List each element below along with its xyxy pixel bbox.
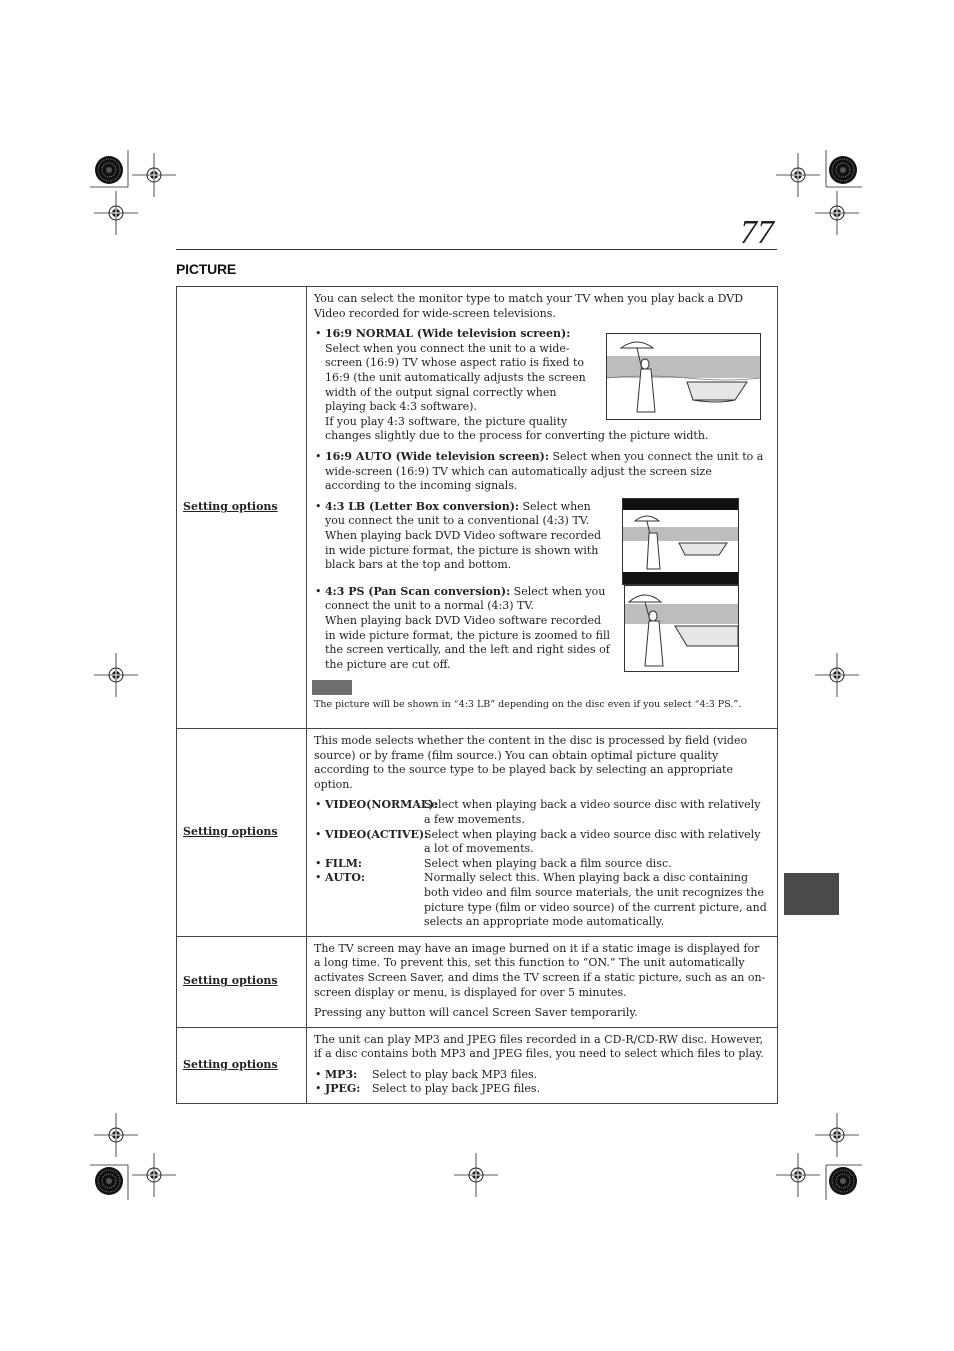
file-type-description <box>307 1027 778 1103</box>
list-item: • 16:9 AUTO (Wide television screen): Select when you connect the unit to a wide-screen (16:9) TV which can automatically adjust the screen size according to the incoming signals. <box>314 450 769 494</box>
header-rule <box>176 249 777 250</box>
table-row <box>177 936 778 1027</box>
note-marker <box>312 680 352 695</box>
table-row <box>177 287 778 729</box>
list-item: • MP3: Select to play back MP3 files. <box>314 1068 769 1083</box>
setting-options-label: Setting options <box>183 1058 278 1072</box>
section-title: PICTURE <box>176 261 237 277</box>
table-row <box>177 1027 778 1103</box>
screen-saver-description: The TV screen may have an image burned on it if a static image is displayed for a long time. To prevent this, set this function to “ON.” The unit automatically activates Screen Saver, and dims the TV screen if a static picture, such as an on-screen display or menu, is displayed for over 5 minutes. Pressing any button will cancel Screen Saver temporarily. <box>307 936 778 1027</box>
list-item: • AUTO: Normally select this. When playing back a disc containing both video and film source materials, the unit recognizes the picture type (film or video source) of the current picture, and selects an appropriate mode automatically. <box>314 871 769 929</box>
page-number: 77 <box>740 214 774 251</box>
list-item: • FILM: Select when playing back a film source disc. <box>314 857 769 872</box>
picture-source-description <box>307 729 778 937</box>
setting-options-label: Setting options <box>183 500 278 514</box>
side-tab-marker <box>784 873 839 915</box>
intro-text: The unit can play MP3 and JPEG files recorded in a CD-R/CD-RW disc. However, if a disc contains both MP3 and JPEG files, you need to select which files to play. <box>314 1032 764 1061</box>
list-item: • 16:9 NORMAL (Wide television screen): Select when you connect the unit to a wide-screen (16:9) TV whose aspect ratio is fixed to 16:9 (the unit automatically adjusts the screen width of the output signal correctly when playing back 4:3 software). If you play 4:3 software, the picture quality changes slightly due to the process for converting the picture width. <box>314 327 769 444</box>
list-item: • 4:3 PS (Pan Scan conversion): Select when you connect the unit to a normal (4:3) TV. When playing back DVD Video software recorded in wide picture format, the picture is zoomed to fill the screen vertically, and the left and right sides of the picture are cut off. <box>314 585 769 673</box>
list-item: • VIDEO(ACTIVE): Select when playing back a video source disc with relatively a lot of movements. <box>314 828 769 857</box>
list-item: • 4:3 LB (Letter Box conversion): Select when you connect the unit to a conventional (4:3) TV. When playing back DVD Video software recorded in wide picture format, the picture is shown with black bars at the top and bottom. <box>314 500 769 573</box>
table-row <box>177 729 778 937</box>
monitor-type-description <box>307 287 778 729</box>
settings-table <box>176 286 778 1104</box>
setting-options-label: Setting options <box>183 974 278 988</box>
intro-text: You can select the monitor type to match your TV when you play back a DVD Video recorded for wide-screen televisions. <box>314 292 744 320</box>
list-item: • VIDEO(NORMAL): Select when playing back a video source disc with relatively a few movements. <box>314 798 769 827</box>
setting-options-label: Setting options <box>183 825 278 839</box>
list-item: • JPEG: Select to play back JPEG files. <box>314 1082 769 1097</box>
note-text: The picture will be shown in “4:3 LB” depending on the disc even if you select “4:3 PS.”. <box>314 699 742 711</box>
intro-text: This mode selects whether the content in the disc is processed by field (video source) or by frame (film source.) You can obtain optimal picture quality according to the source type to be played back by selecting an appropriate option. <box>314 734 748 791</box>
